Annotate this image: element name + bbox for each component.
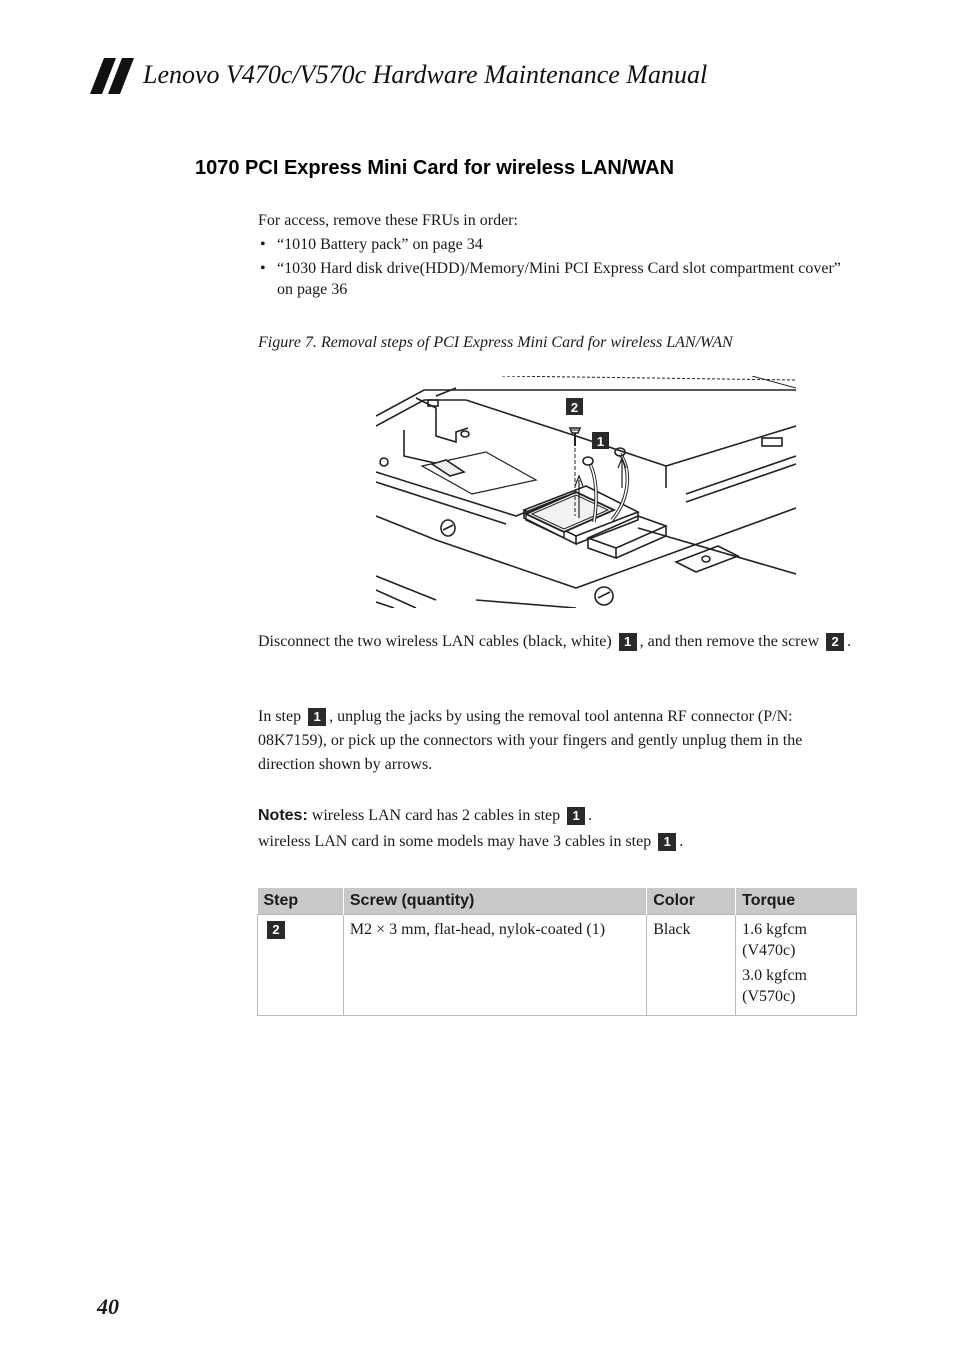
fru-list: [258, 234, 858, 303]
table-row: [258, 915, 857, 1016]
instruction-text: Disconnect the two wireless LAN cables (black, white): [258, 633, 612, 650]
notes-text: wireless LAN card in some models may have 3 cables in step: [258, 833, 652, 850]
removal-illustration: [376, 376, 796, 608]
cell-screw: M2 × 3 mm, flat-head, nylok-coated (1): [343, 915, 646, 1016]
bullet-icon: •: [260, 260, 266, 277]
notes-line-1: [258, 805, 858, 827]
step-badge-1: 1: [658, 833, 676, 851]
fru-link-battery[interactable]: “1010 Battery pack” on page 34: [277, 236, 483, 253]
bullet-icon: •: [260, 236, 266, 253]
notes-line-2: [258, 831, 858, 853]
svg-text:1: 1: [596, 434, 605, 449]
instruction-text: .: [847, 633, 852, 650]
header-torque: Torque: [736, 888, 857, 915]
callout-2: [566, 398, 583, 415]
fru-list-item: [258, 258, 858, 300]
torque-value: 3.0 kgfcm (V570c): [742, 967, 807, 1005]
figure-caption: Figure 7. Removal steps of PCI Express Mini Card for wireless LAN/WAN: [258, 334, 733, 351]
notes-text: .: [588, 807, 593, 824]
page-number: 40: [97, 1294, 119, 1319]
cell-torque: [736, 915, 857, 1016]
table-header-row: [258, 888, 857, 915]
notes-text: .: [679, 833, 684, 850]
instruction-text: , unplug the jacks by using the removal tool antenna RF connector (P/N: 08K7159), or pick up the connectors with your fingers and gently unplug them in the direction shown by arrows.: [258, 708, 803, 773]
callout-1: [592, 432, 609, 449]
header-screw: Screw (quantity): [343, 888, 646, 915]
cell-color: Black: [647, 915, 736, 1016]
step-badge-2: 2: [267, 921, 285, 939]
section-title: 1070 PCI Express Mini Card for wireless LAN/WAN: [195, 157, 675, 179]
step-badge-2: 2: [826, 633, 844, 651]
notes-text: wireless LAN card has 2 cables in step: [311, 807, 561, 824]
step-badge-1: 1: [308, 708, 326, 726]
disconnect-instruction: [258, 631, 858, 653]
header-color: Color: [647, 888, 736, 915]
screw-spec-table: [257, 888, 857, 1016]
cell-step: [258, 915, 344, 1016]
intro-text: For access, remove these FRUs in order:: [258, 212, 518, 229]
fru-list-item: [258, 234, 858, 255]
unplug-instruction: [258, 705, 858, 777]
header-step: Step: [258, 888, 344, 915]
instruction-text: In step: [258, 708, 302, 725]
fru-link-slot-cover[interactable]: “1030 Hard disk drive(HDD)/Memory/Mini PCI Express Card slot compartment cover” on page 36: [277, 260, 841, 298]
step-badge-1: 1: [567, 807, 585, 825]
torque-value: 1.6 kgfcm (V470c): [742, 921, 807, 959]
svg-text:2: 2: [570, 400, 579, 415]
step-badge-1: 1: [619, 633, 637, 651]
header-slash-mark: [90, 58, 136, 94]
notes-label: Notes:: [258, 807, 308, 824]
instruction-text: , and then remove the screw: [639, 633, 820, 650]
manual-title: Lenovo V470c/V570c Hardware Maintenance Manual: [143, 60, 708, 89]
